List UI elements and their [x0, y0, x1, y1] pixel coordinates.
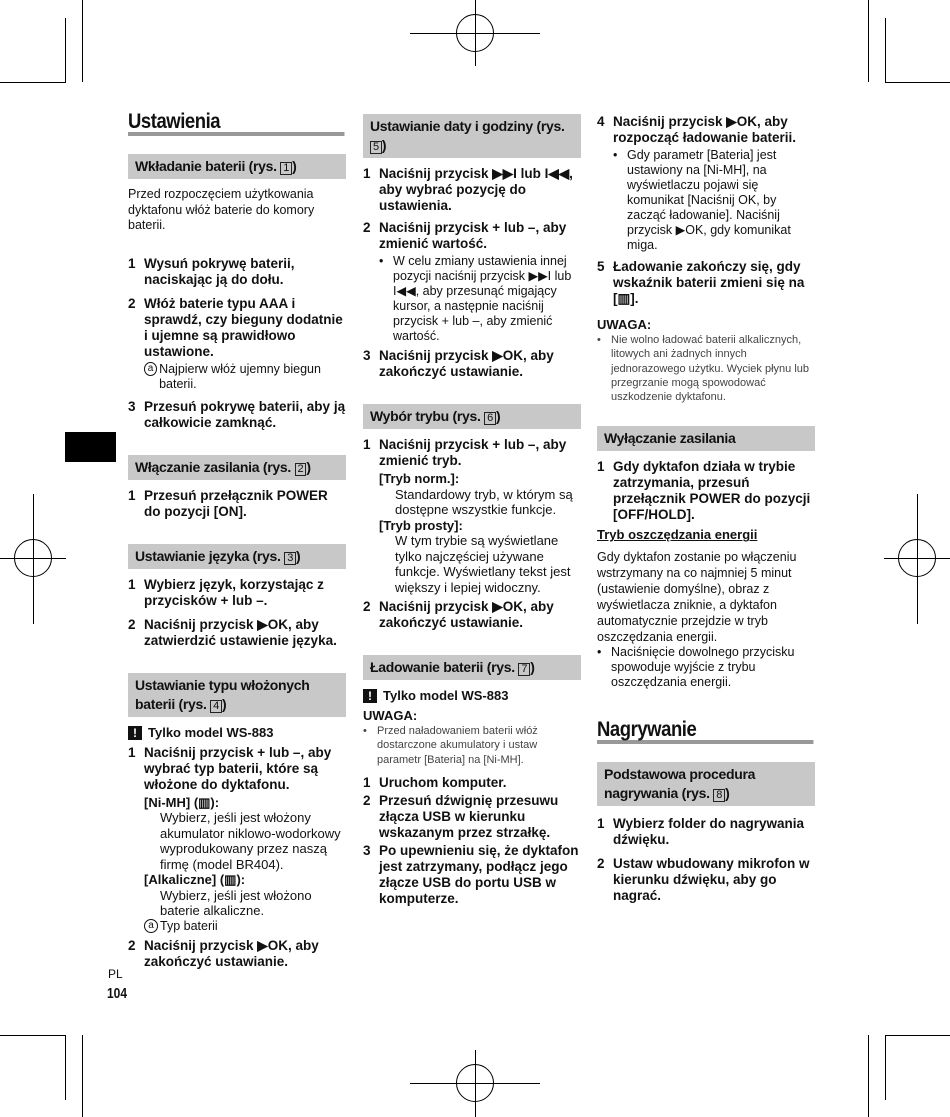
step: 3 Przesuń pokrywę baterii, aby ją całkowicie zamknąć.: [128, 398, 346, 430]
subheading-power-save: Tryb oszczędzania energii: [597, 527, 758, 543]
page-number: 104: [107, 985, 128, 1002]
option-label: [Alkaliczne] (▥):: [144, 872, 246, 887]
thumb-tab: [65, 432, 116, 462]
heading-date-time: Ustawianie daty i godziny (rys. 5 ): [363, 114, 581, 158]
sub-note: a Typ baterii: [128, 919, 346, 935]
step: 3 Po upewnieniu się, że dyktafon jest zatrzymany, podłącz jego złącze USB do portu USB w komputerze.: [363, 842, 579, 906]
step: 1 Naciśnij przycisk + lub –, aby wybrać typ baterii, które są włożone do dyktafonu.: [128, 744, 332, 792]
bullet-item: • Gdy parametr [Bateria] jest ustawiony na [Ni-MH], na wyświetlaczu pojawi się komunikat [Naciśnij OK, by zacząć ładowanie]. Naciśnij przycisk ▶OK, gdy komunikat miga.: [613, 148, 791, 252]
warning-icon: !: [363, 689, 377, 703]
heading-mode: Wybór trybu (rys. 6 ): [363, 404, 581, 429]
sub-note: a Najpierw włóż ujemny biegun baterii.: [128, 362, 346, 393]
warning-icon: !: [128, 726, 142, 740]
option-label: [Tryb prosty]:: [379, 517, 463, 533]
heading-battery: Wkładanie baterii (rys. 1 ): [128, 154, 346, 179]
crop-mark: [65, 1035, 66, 1100]
heading-power-on: Włączanie zasilania (rys. 2 ): [128, 455, 346, 480]
crop-mark: [82, 1035, 83, 1117]
step: 5 Ładowanie zakończy się, gdy wskaźnik baterii zmieni się na [▥].: [597, 259, 805, 306]
note-text: • Nie wolno ładować baterii alkalicznych, litowych ani żadnych innych jednorazowego użytku. Wyciek płynu lub przegrzanie mogą spowodować uszkodzenie dyktafonu.: [597, 334, 810, 404]
crop-mark: [65, 18, 66, 83]
heading-power-off: Wyłączanie zasilania: [597, 426, 815, 451]
model-note: ! Tylko model WS-883: [128, 725, 346, 741]
step: 2 Przesuń dźwignię przesuwu złącza USB w kierunku wskazanym przez strzałkę.: [363, 792, 559, 840]
crop-mark: [885, 18, 886, 83]
heading-recording: Podstawowa procedura nagrywania (rys. 8 ): [597, 762, 815, 806]
crop-mark: [885, 1035, 886, 1100]
page-lang: PL: [108, 967, 123, 981]
heading-language: Ustawianie języka (rys. 3 ): [128, 544, 346, 569]
section-title-settings: Ustawienia: [128, 114, 345, 136]
crop-mark: [82, 0, 83, 82]
intro-text: Przed rozpoczęciem użytkowania dyktafonu włóż baterie do komory baterii.: [128, 187, 315, 232]
heading-battery-type: Ustawianie typu włożonych baterii (rys. 4 ): [128, 673, 346, 717]
step: 1 Gdy dyktafon działa w trybie zatrzymania, przesuń przełącznik POWER do pozycji [OFF/HOLD].: [597, 459, 811, 523]
option-text: Wybierz, jeśli jest włożony akumulator niklowo-wodorkowy wyprodukowany przez naszą firmę (model BR404).: [160, 810, 341, 872]
step: 2 Naciśnij przycisk + lub –, aby zmienić wartość.: [363, 220, 567, 251]
column-3: [597, 114, 815, 906]
step: 1 Uruchom komputer.: [363, 774, 507, 790]
step: 1 Wybierz folder do nagrywania dźwięku.: [597, 816, 805, 848]
crop-mark: [0, 82, 65, 83]
model-note: ! Tylko model WS-883: [363, 688, 581, 704]
step: 3 Naciśnij przycisk ▶OK, aby zakończyć ustawianie.: [363, 348, 554, 379]
heading-charging: Ładowanie baterii (rys. 7 ): [363, 655, 581, 680]
option-text: Standardowy tryb, w którym są dostępne wszystkie funkcje.: [395, 486, 573, 517]
step: 2 Naciśnij przycisk ▶OK, aby zatwierdzić ustawienie języka.: [128, 616, 337, 648]
step: 2 Ustaw wbudowany mikrofon w kierunku dźwięku, aby go nagrać.: [597, 856, 810, 904]
crop-mark: [0, 1035, 65, 1036]
bullet-item: • Naciśnięcie dowolnego przycisku spowoduje wyjście z trybu oszczędzania energii.: [597, 645, 795, 690]
step: 1 Naciśnij przycisk ▶▶I lub I◀◀, aby wybrać pozycję do ustawienia.: [363, 166, 573, 213]
option-label: [Tryb norm.]:: [379, 471, 460, 486]
step: 1 Wybierz język, korzystając z przycisków + lub –.: [128, 576, 324, 608]
step: 4 Naciśnij przycisk ▶OK, aby rozpocząć ładowanie baterii.: [597, 114, 797, 145]
bullet-item: • W celu zmiany ustawienia innej pozycji naciśnij przycisk ▶▶I lub I◀◀, aby przesunąć migający kursor, a następnie naciśnij przycisk + lub –, aby zmienić wartość.: [379, 254, 572, 343]
note-text: • Przed naładowaniem baterii włóż dostarczone akumulatory i ustaw parametr [Bateria] na [Ni-MH].: [363, 725, 538, 766]
option-label: [Ni-MH] (▥):: [144, 794, 220, 810]
registration-line: [475, 1050, 476, 1117]
crop-mark: [885, 1035, 950, 1036]
step: 1 Przesuń przełącznik POWER do pozycji [ON].: [128, 487, 328, 519]
option-text: W tym trybie są wyświetlane tylko najczęściej używane funkcje. Wyświetlany tekst jest większy i lepiej widoczny.: [395, 533, 571, 595]
step: 2 Naciśnij przycisk ▶OK, aby zakończyć ustawianie.: [363, 599, 554, 630]
column-2: [363, 114, 581, 909]
step: 1 Wysuń pokrywę baterii, naciskając ją do dołu.: [128, 255, 295, 287]
note-heading: UWAGA:: [597, 317, 652, 332]
step: 2 Włóż baterie typu AAA i sprawdź, czy bieguny dodatnie i ujemne są prawidłowo ustawione.: [128, 295, 343, 359]
step: 2 Naciśnij przycisk ▶OK, aby zakończyć ustawianie.: [128, 938, 319, 969]
crop-mark: [885, 82, 950, 83]
crop-mark: [868, 1035, 869, 1117]
power-save-text: Gdy dyktafon zostanie po włączeniu wstrzymany na co najmniej 5 minut (ustawienie domyślne), obraz z wyświetlacza zniknie, a dyktafon automatycznie przejdzie w tryb oszczędzania energii.: [597, 550, 797, 645]
option-text: Wybierz, jeśli jest włożono baterie alkaliczne.: [160, 887, 312, 918]
registration-line: [475, 0, 476, 66]
crop-mark: [868, 0, 869, 82]
note-heading: UWAGA:: [363, 708, 418, 723]
registration-line: [917, 494, 918, 624]
step: 1 Naciśnij przycisk + lub –, aby zmienić tryb.: [363, 437, 567, 468]
registration-line: [33, 494, 34, 624]
section-title-recording: Nagrywanie: [597, 722, 814, 744]
column-1: [128, 110, 346, 972]
